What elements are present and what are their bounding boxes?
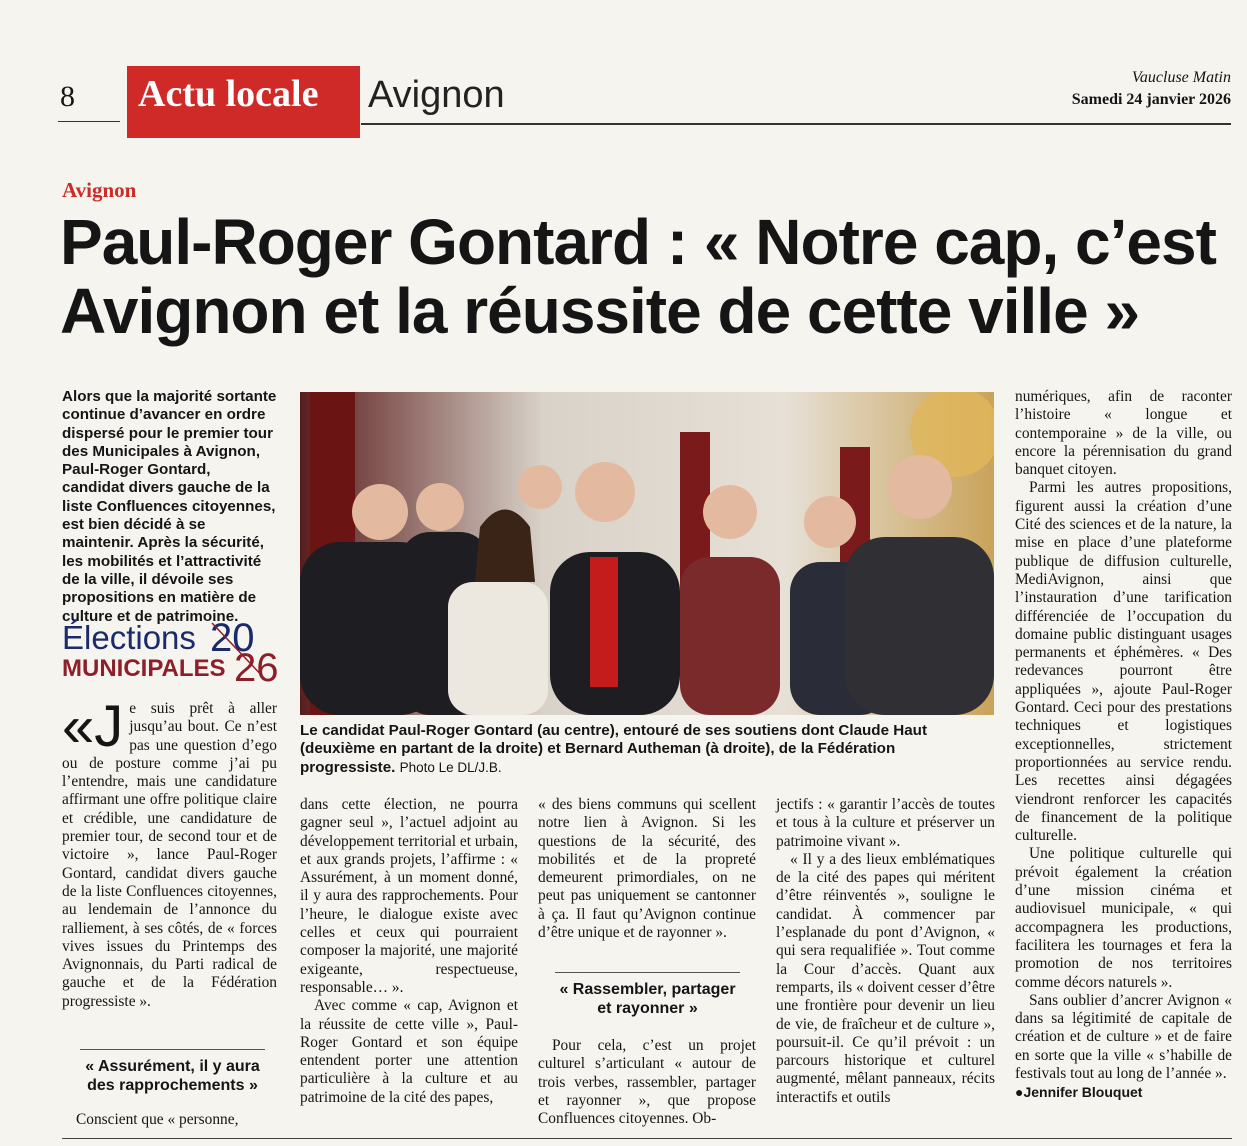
- paragraph: Sans oublier d’ancrer Avignon « dans sa légitimité de capitale de création et de culture » et de faire en sorte que la ville « s’habille de festivals tout au long de l’année ».: [1015, 991, 1232, 1082]
- paragraph: jectifs : « garantir l’accès de toutes et tous à la culture et préserver un patrimoine vivant ».: [776, 796, 995, 850]
- intertitle-1: « Assurément, il y aura des rapprochements »: [80, 1049, 265, 1095]
- section-city: Avignon: [368, 74, 505, 116]
- newspaper-name: Vaucluse Matin: [1131, 69, 1231, 86]
- paragraph: Avec comme « cap, Avignon et la réussite de cette ville », Paul-Roger Gontard et son équipe entendent porter une attention particulière à la culture et au patrimoine de la cité des papes,: [300, 997, 518, 1106]
- logo-year-top: 20: [210, 617, 255, 660]
- bottom-rule: [62, 1138, 1232, 1139]
- paragraph: Conscient que « personne,: [76, 1111, 239, 1128]
- opening-paragraph: [62, 694, 277, 1011]
- paragraph: dans cette élection, ne pourra gagner seul », l’actuel adjoint au développement territorial et urbain, et aux grands projets, l’affirme : « Assurément, à un moment donné, il y aura des rapprochements. Pour l’heure, le dialogue existe avec celles et ceux qui pourraient composer la majorité, une majorité exigeante, respectueuse, responsable… ».: [300, 796, 518, 996]
- opening-text: e suis prêt à aller jusqu’au bout. Ce n’est pas une question d’ego ou de posture comme j’ai pu l’entendre, mais une candidature affirmant une offre politique claire et crédible, une candidature de premier tour, de second tour et de victoire », lance Paul-Roger Gontard, candidat divers gauche de la liste Confluences citoyennes, au lendemain de l’annonce du ralliement, à ses côtés, de « forces vives issues du Printemps des Avignonnais, du Parti radical de gauche et de la Fédération progressiste ».: [62, 700, 277, 1010]
- drop-cap-letter: J: [94, 694, 124, 759]
- photo-credit: Photo Le DL/J.B.: [399, 759, 502, 775]
- article-lead: Alors que la majorité sortante continue d’avancer en ordre dispersé pour le premier tour des Municipales à Avignon, Paul-Roger Gontard, candidat divers gauche de la liste Confluences citoyennes, est bien décidé à se maintenir. Après la sécurité, les mobilités et l’attractivité de la ville, il dévoile ses propositions en matière de culture et de patrimoine.: [62, 388, 277, 625]
- page-number: 8: [60, 80, 75, 113]
- drop-cap: [62, 694, 124, 759]
- open-quote: «: [62, 694, 95, 759]
- paragraph: « des biens communs qui scellent notre lien à Avignon. Si les questions de la sécurité, des mobilités et de la propreté demeurent primordiales, on ne peut pas uniquement se cantonner à ça. Il faut qu’Avignon continue d’être unique et de rayonner ».: [538, 796, 756, 942]
- article-kicker: Avignon: [62, 178, 137, 202]
- body-column-3-end: [538, 1037, 756, 1128]
- paragraph: Pour cela, c’est un projet culturel s’articulant « autour de trois verbes, rassembler, partager et rayonner », que propose Confluences citoyennes. Ob-: [538, 1037, 756, 1128]
- body-column-2: [300, 796, 518, 1107]
- body-column-1: [62, 694, 277, 1011]
- body-column-5: [1015, 388, 1232, 1102]
- intertitle-2: « Rassembler, partager et rayonner »: [555, 972, 740, 1018]
- rubric-label: Actu locale: [138, 73, 319, 115]
- logo-year-bottom: 26: [234, 646, 279, 687]
- group-photo-illustration: [300, 392, 994, 715]
- elections-logo-line1: Élections: [62, 619, 196, 656]
- body-column-1-end: [62, 1111, 277, 1129]
- photo-caption: [300, 722, 994, 777]
- elections-logo-line2: MUNICIPALES: [62, 655, 226, 682]
- article-headline: Paul-Roger Gontard : « Notre cap, c’est Avignon et la réussite de cette ville »: [60, 206, 1216, 347]
- paragraph: numériques, afin de raconter l’histoire « longue et contemporaine » de la ville, ou encore la pérennisation du grand banquet citoyen.: [1015, 388, 1232, 479]
- caption-text: Le candidat Paul-Roger Gontard (au centre), entouré de ses soutiens dont Claude Haut (deuxième en partant de la droite) et Bernard Autheman (à droite), de la Fédération progressiste.: [300, 722, 927, 776]
- paragraph: « Il y a des lieux emblématiques de la cité des papes qui méritent d’être réinventés », souligne le candidat. À commencer par l’esplanade du pont d’Avignon, « qui sera requalifiée ». Tout comme la Cour d’accès. Quant aux remparts, ils « doivent cesser d’être une frontière pour devenir un lieu de vie, de fraîcheur et de culture », poursuit-il. Ce qu’il prévoit : un parcours historique et culturel augmenté, mêlant panneaux, récits interactifs et outils: [776, 850, 995, 1106]
- body-column-3: [538, 796, 756, 942]
- article-photo: [300, 392, 994, 715]
- issue-date: Samedi 24 janvier 2026: [1071, 91, 1231, 108]
- paragraph: Parmi les autres propositions, figurent aussi la création d’une Cité des sciences et de la nature, la mise en place d’une plateforme publique de diffusion culturelle, MediAvignon, ainsi que l’instauration d’une tarification différenciée de l’occupation du domaine public distinguant usages permanents et éphémères. « Des redevances pourront être appliquées », ajoute Paul-Roger Gontard. Ceci pour des prestations techniques et logistiques exceptionnelles, strictement proportionnées au service rendu. Les recettes ainsi dégagées viendront renforcer les capacités de financement de la politique culturelle.: [1015, 479, 1232, 845]
- header-rule-left: [58, 121, 120, 122]
- header-rule-right: [361, 123, 1231, 125]
- body-column-4: [776, 796, 995, 1107]
- paragraph: Une politique culturelle qui prévoit également la création d’une mission cinéma et audiovisuel municipale, « qui accompagnera les productions, facilitera les tournages et fera la promotion de nos territoires comme décors naturels ».: [1015, 845, 1232, 991]
- author-signature: ●Jennifer Blouquet: [1015, 1084, 1143, 1101]
